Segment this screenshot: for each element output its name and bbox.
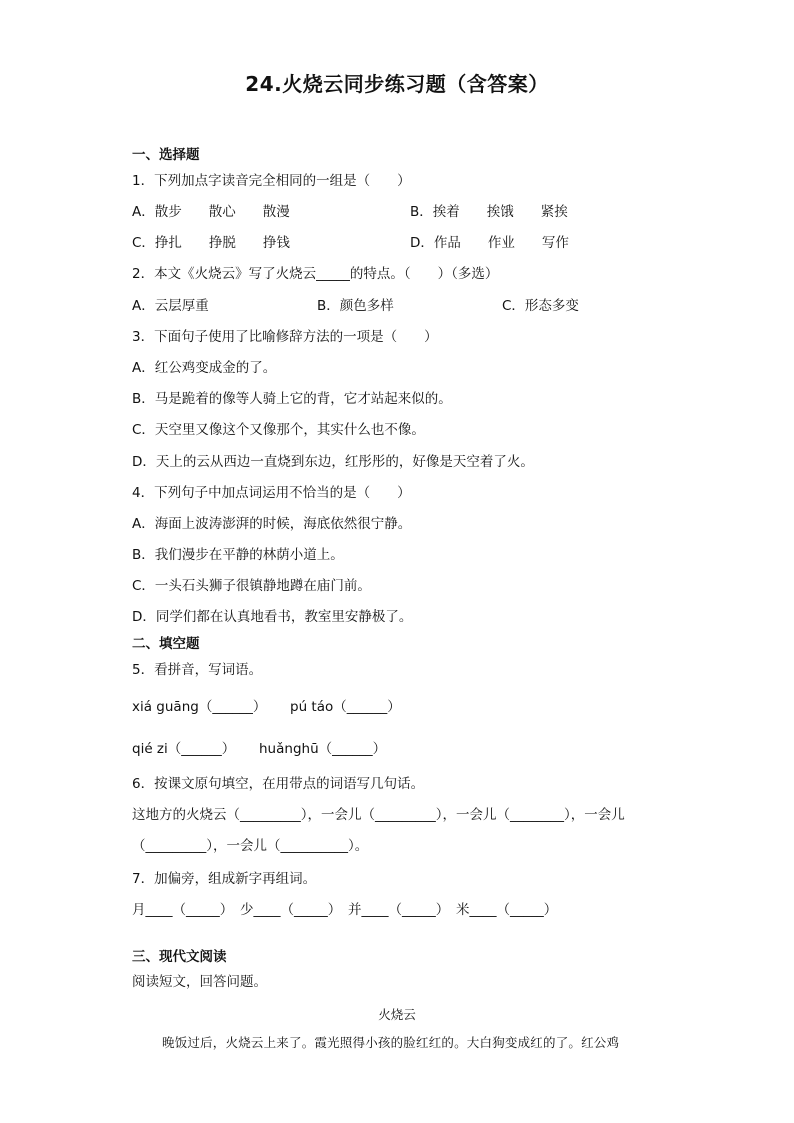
question-5-stem: 5．看拼音，写词语。: [132, 662, 263, 678]
section-heading-fill: 二、填空题: [132, 636, 200, 652]
question-3-option-a: A．红公鸡变成金的了。: [132, 360, 277, 376]
question-3-option-b: B．马是跪着的像等人骑上它的背，它才站起来似的。: [132, 391, 452, 407]
question-6-line-1: 这地方的火烧云（_________），一会儿（_________），一会儿（________），一会儿: [132, 807, 625, 823]
question-4-option-c: C．一头石头狮子很镇静地蹲在庙门前。: [132, 578, 371, 594]
passage-paragraph: 晚饭过后，火烧云上来了。霞光照得小孩的脸红红的。大白狗变成红的了。红公鸡: [162, 1035, 620, 1050]
question-3-option-c: C．天空里又像这个又像那个，其实什么也不像。: [132, 422, 425, 438]
pinyin-qiezi: qié zi（______）: [132, 741, 236, 757]
pinyin-putao: pú táo（______）: [290, 699, 401, 715]
section-heading-choice: 一、选择题: [132, 147, 200, 163]
question-6-line-2: （_________），一会儿（__________）。: [132, 838, 369, 854]
question-2-option-c: C．形态多变: [502, 298, 579, 314]
question-7-stem: 7．加偏旁，组成新字再组词。: [132, 871, 317, 887]
pinyin-huanghu: huǎnghū（______）: [259, 741, 387, 757]
question-2-option-a: A．云层厚重: [132, 298, 209, 314]
question-4-option-a: A．海面上波涛澎湃的时候，海底依然很宁静。: [132, 516, 412, 532]
section-heading-reading: 三、现代文阅读: [132, 949, 227, 965]
question-2-option-b: B．颜色多样: [317, 298, 394, 314]
reading-instruction: 阅读短文，回答问题。: [132, 974, 267, 990]
page-title: 24.火烧云同步练习题（含答案）: [245, 72, 549, 96]
question-2-stem: 2．本文《火烧云》写了火烧云_____的特点。（ ）（多选）: [132, 266, 499, 282]
question-4-stem: 4．下列句子中加点词运用不恰当的是（ ）: [132, 485, 411, 501]
question-4-option-d: D．同学们都在认真地看书，教室里安静极了。: [132, 609, 413, 625]
question-6-stem: 6．按课文原句填空，在用带点的词语写几句话。: [132, 776, 425, 792]
question-1-option-d: D．作品 作业 写作: [410, 235, 569, 251]
question-1-option-a: A．散步 散心 散漫: [132, 204, 290, 220]
question-7-items: 月____（_____） 少____（_____） 并____（_____） 米____（_____）: [132, 902, 558, 918]
question-4-option-b: B．我们漫步在平静的林荫小道上。: [132, 547, 344, 563]
question-1-option-c: C．挣扎 挣脱 挣钱: [132, 235, 290, 251]
question-1-option-b: B．挨着 挨饿 紧挨: [410, 204, 568, 220]
question-3-option-d: D．天上的云从西边一直烧到东边，红彤彤的，好像是天空着了火。: [132, 454, 534, 470]
passage-title: 火烧云: [378, 1007, 416, 1022]
question-3-stem: 3．下面句子使用了比喻修辞方法的一项是（ ）: [132, 329, 438, 345]
pinyin-xiaguang: xiá guāng（______）: [132, 699, 267, 715]
question-1-stem: 1．下列加点字读音完全相同的一组是（ ）: [132, 173, 411, 189]
